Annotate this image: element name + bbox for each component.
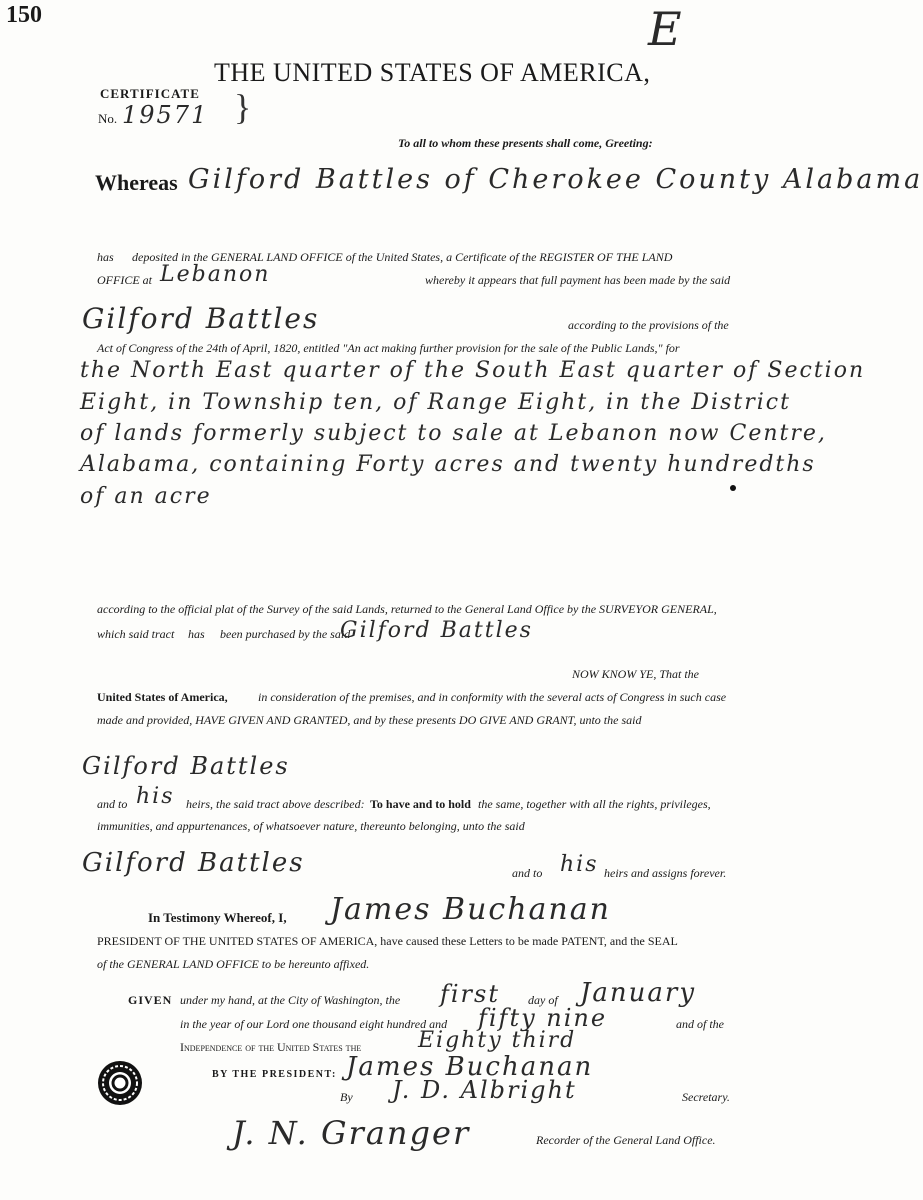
purchaser-name-2: Gilford Battles [340,618,533,643]
president-name: James Buchanan [330,892,611,927]
office-at-label: OFFICE at [97,273,152,287]
president-signature: James Buchanan [346,1052,594,1082]
grantee-name: Gilford Battles of Cherokee County Alabama [188,164,923,195]
general-land-office-seal [97,1060,143,1106]
purchaser-name: Gilford Battles [82,302,320,335]
corner-mark: E [648,2,684,56]
payment-line: whereby it appears that full payment has been made by the said [425,273,731,287]
given-label: GIVEN [128,993,173,1007]
given-text-1: under my hand, at the City of Washington, the [180,993,401,1007]
certificate-number: 19571 [122,101,209,129]
day-of-text: day of [528,993,558,1007]
has-word-2: has [188,627,205,641]
act-of-congress-line: Act of Congress of the 24th of April, 1820, entitled "An act making further provision for the sale of the Public Lands," for [97,341,680,355]
given-text-2: in the year of our Lord one thousand eight hundred and [180,1017,448,1031]
his-word: his [136,784,175,809]
provisions-line: according to the provisions of the [568,318,729,332]
immunities-line: immunities, and appurtenances, of whatsoever nature, thereunto belonging, unto the said [97,819,525,833]
description-line-4: Alabama, containing Forty acres and twenty hundredths [80,452,816,477]
rights-privileges-text: the same, together with all the rights, privileges, [478,797,711,811]
deposited-line: deposited in the GENERAL LAND OFFICE of the United States, a Certificate of the REGISTER OF THE LAND [132,250,673,264]
grantee-name-3: Gilford Battles [82,848,305,878]
land-office-place: Lebanon [160,262,271,287]
united-states-text: United States of America, [97,690,228,704]
greeting: To all to whom these presents shall come, Greeting: [398,136,653,150]
description-line-5: of an acre [80,484,212,509]
consideration-line: in consideration of the premises, and in conformity with the several acts of Congress in such case [258,690,727,704]
description-line-1: the North East quarter of the South East quarter of Section [80,358,866,383]
independence-value: Eighty third [418,1028,577,1053]
grantee-name-2: Gilford Battles [82,752,290,780]
has-word: has [97,250,114,264]
certificate-no-label: No. [98,111,118,126]
heirs-assigns-forever: heirs and assigns forever. [604,866,727,880]
document-heading: THE UNITED STATES OF AMERICA, [214,58,651,87]
certificate-label: CERTIFICATE [100,86,200,101]
tract-purchased-text: which said tract [97,627,175,641]
president-line: PRESIDENT OF THE UNITED STATES OF AMERICA, have caused these Letters to be made PATENT, and the SEAL [97,934,678,948]
and-of-the-text: and of the [676,1017,724,1031]
given-text-3: Independence of the United States the [180,1040,362,1054]
whereas-word: Whereas [95,170,178,195]
month-value: January [580,978,697,1008]
heirs-tract-text: heirs, the said tract above described: [186,797,365,811]
purchased-by-text: been purchased by the said [220,627,351,641]
now-know-ye: NOW KNOW YE, That the [572,667,700,681]
description-line-2: Eight, in Township ten, of Range Eight, in the District [80,390,791,415]
secretary-label: Secretary. [682,1090,730,1104]
his-word-2: his [560,852,599,877]
certificate-brace: } [234,87,252,127]
recorder-signature: J. N. Granger [232,1114,471,1152]
day-value: first [440,980,500,1008]
ink-dot [730,485,736,491]
to-have-and-to-hold: To have and to hold [370,797,471,811]
seal-affixed-line: of the GENERAL LAND OFFICE to be hereunto affixed. [97,957,370,971]
recorder-label: Recorder of the General Land Office. [536,1133,716,1147]
granted-line: made and provided, HAVE GIVEN AND GRANTED, and by these presents DO GIVE AND GRANT, unto the said [97,713,642,727]
and-to-text-2: and to [512,866,543,880]
by-label: By [340,1090,353,1104]
year-value: fifty nine [478,1004,608,1032]
page-number: 150 [6,2,42,28]
by-the-president-label: BY THE PRESIDENT: [212,1069,337,1080]
and-to-text: and to [97,797,128,811]
official-plat-line: according to the official plat of the Survey of the said Lands, returned to the General Land Office by the SURVEYOR GENERAL, [97,602,717,616]
testimony-label: In Testimony Whereof, I, [148,910,287,925]
secretary-signature: J. D. Albright [392,1076,577,1104]
description-line-3: of lands formerly subject to sale at Lebanon now Centre, [80,421,827,446]
